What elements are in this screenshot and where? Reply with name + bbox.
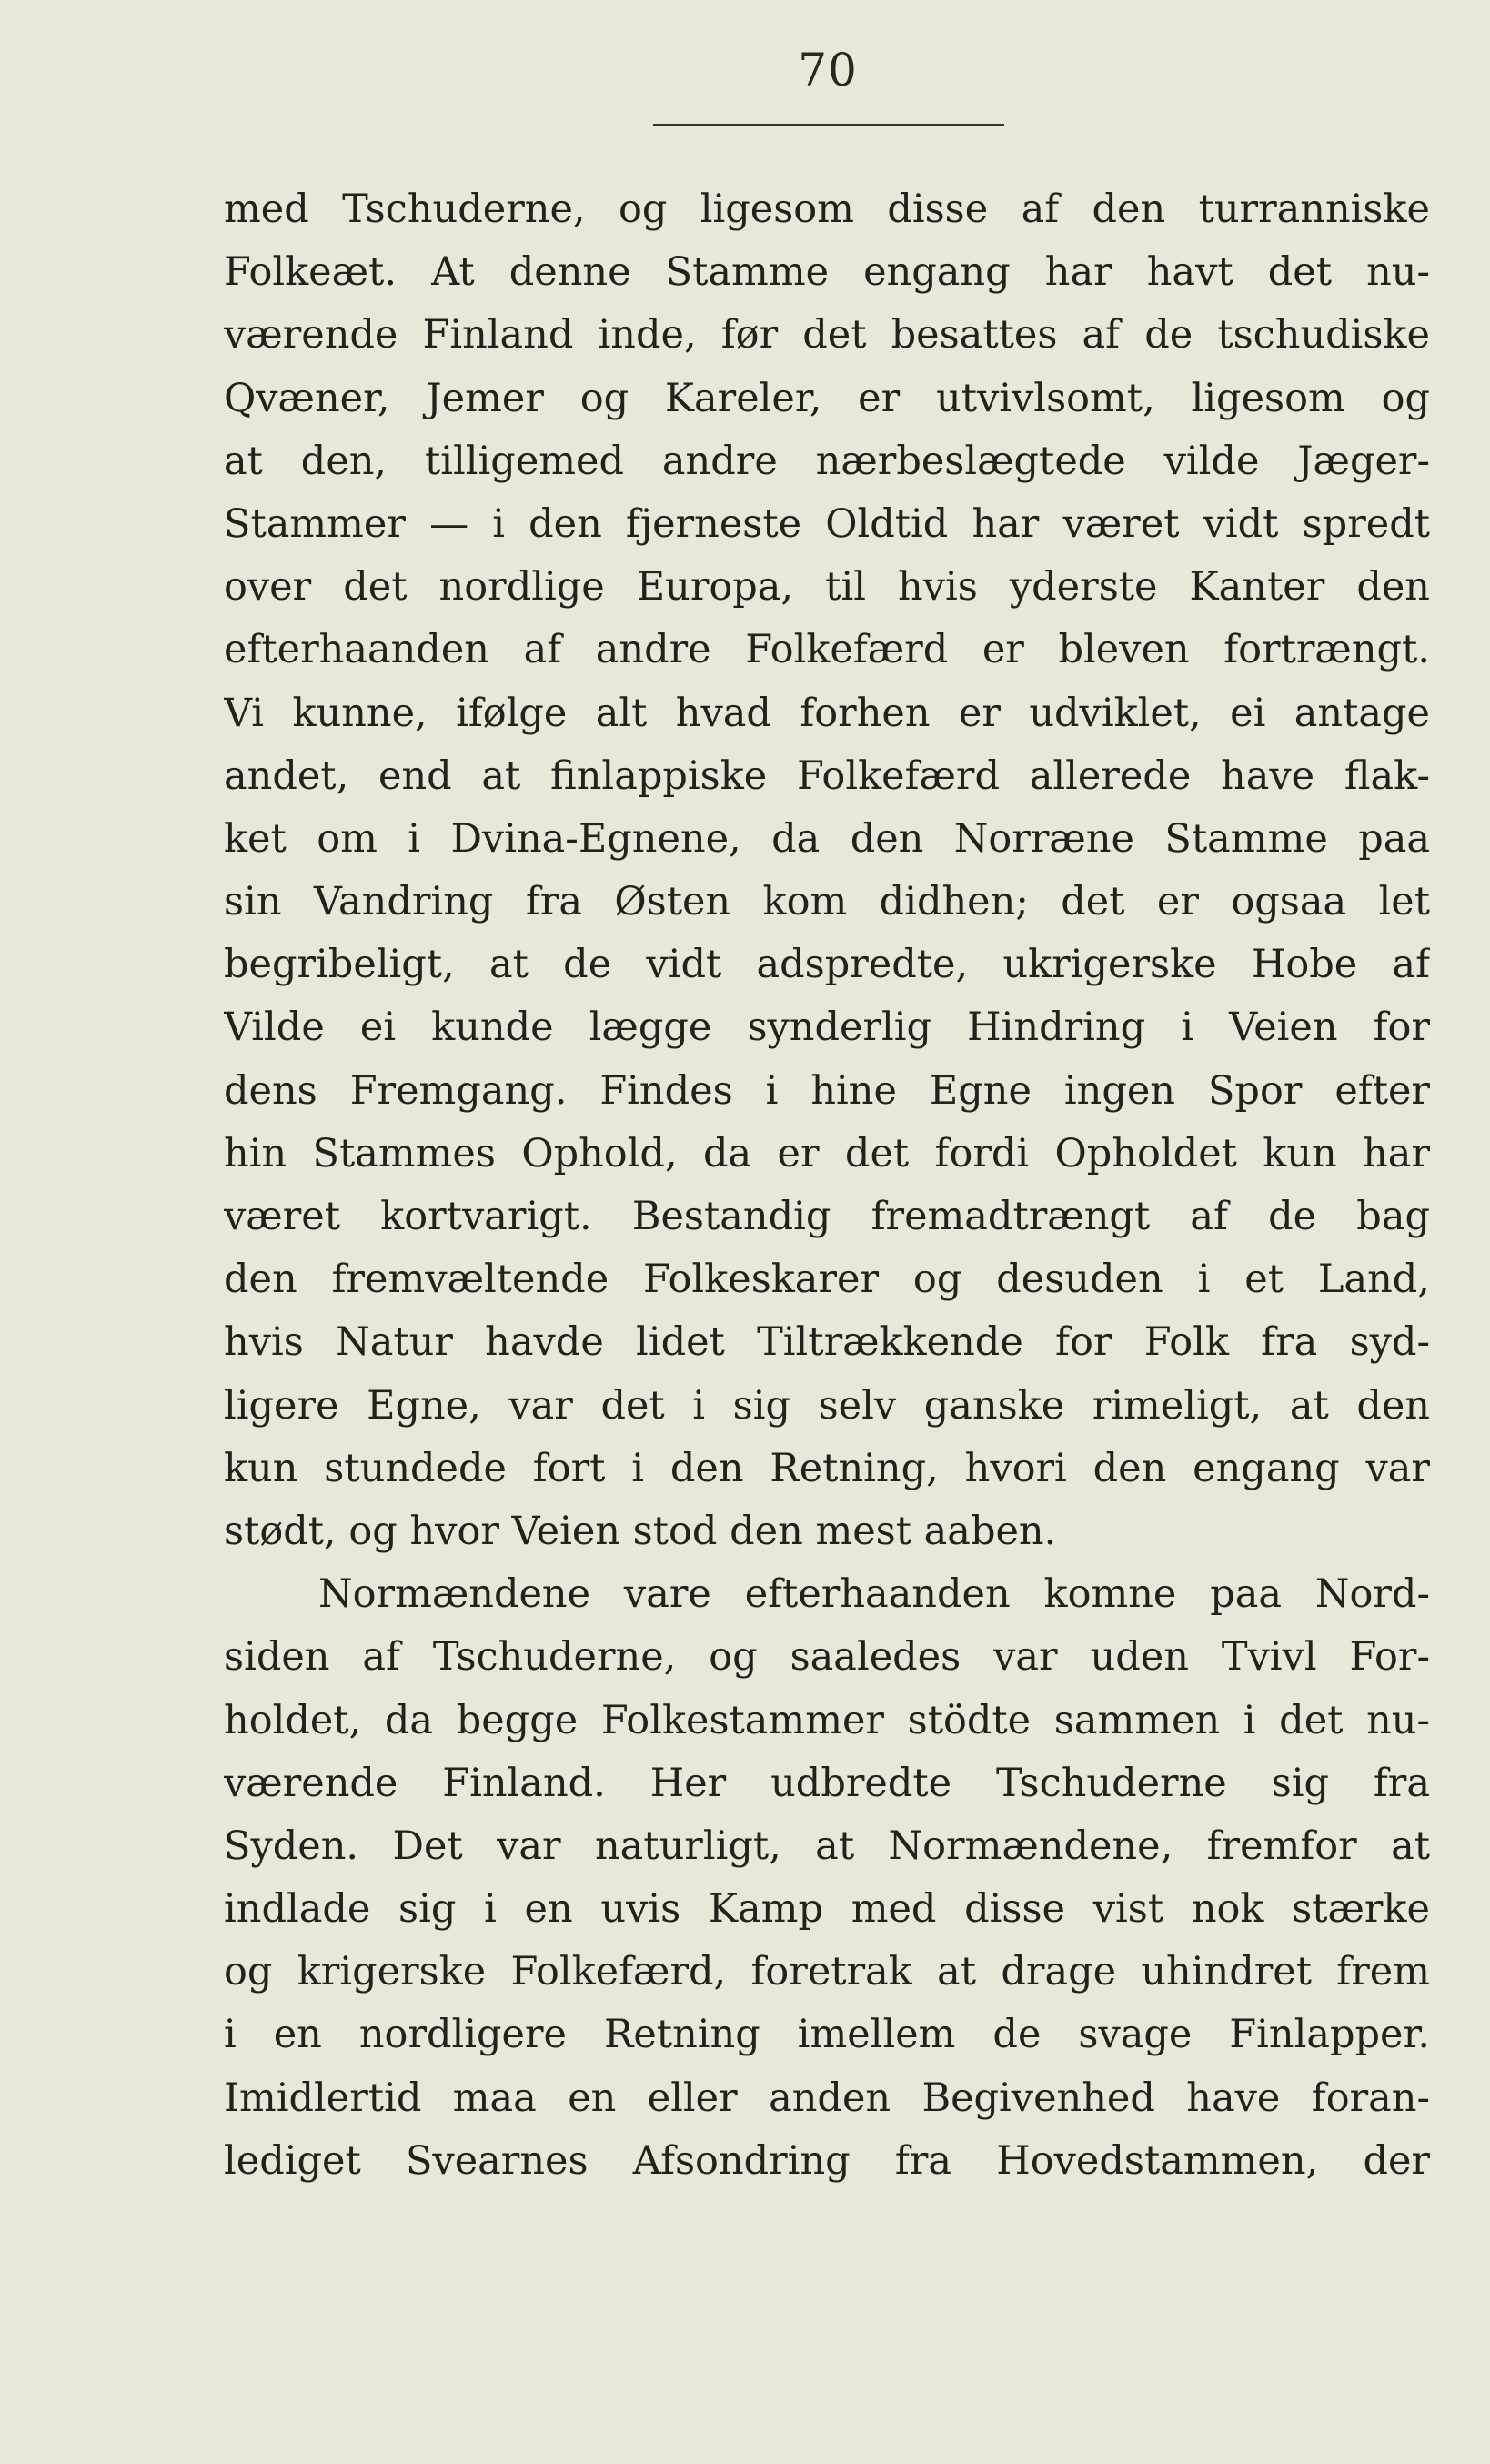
text-line: med Tschuderne, og ligesom disse af den turranniske: [224, 187, 1430, 232]
text-line: Stammer — i den fjerneste Oldtid har været vidt spredt: [224, 500, 1430, 547]
text-line: Imidlertid maa en eller anden Begivenhed have foran-: [224, 2075, 1430, 2121]
text-line: begribeligt, at de vidt adspredte, ukrigerske Hobe af: [224, 942, 1430, 988]
text-line: indlade sig i en uvis Kamp med disse vist nok stærke: [224, 1886, 1430, 1933]
text-line: stødt, og hvor Veien stod den mest aaben.: [224, 1508, 1057, 1554]
text-line: holdet, da begge Folkestammer stödte sammen i det nu-: [224, 1697, 1430, 1743]
text-line: hvis Natur havde lidet Tiltrækkende for Folk fra syd-: [224, 1319, 1430, 1366]
text-line: værende Finland. Her udbredte Tschuderne sig fra: [224, 1760, 1430, 1806]
text-line: den fremvæltende Folkeskarer og desuden i et Land,: [224, 1257, 1430, 1303]
text-line: ket om i Dvina-Egnene, da den Norræne Stamme paa: [224, 815, 1430, 862]
text-line: siden af Tschuderne, og saaledes var uden Tvivl For-: [224, 1634, 1430, 1681]
text-line: lediget Svearnes Afsondring fra Hovedstammen, der: [224, 2137, 1430, 2184]
text-line: Normændene vare efterhaanden komne paa Nord-: [318, 1571, 1430, 1618]
text-line: over det nordlige Europa, til hvis yderste Kanter den: [224, 564, 1430, 611]
text-line: ligere Egne, var det i sig selv ganske rimeligt, at den: [224, 1382, 1430, 1429]
text-line: dens Fremgang. Findes i hine Egne ingen Spor efter: [224, 1067, 1430, 1114]
text-line: kun stundede fort i den Retning, hvori den engang var: [224, 1445, 1430, 1491]
page-number: 70: [798, 44, 858, 96]
text-line: Folkeæt. At denne Stamme engang har havt det nu-: [224, 249, 1430, 296]
text-line: værende Finland inde, før det besattes af de tschudiske: [224, 312, 1430, 358]
text-line: Syden. Det var naturligt, at Normændene, fremfor at: [224, 1823, 1430, 1869]
text-line: Vilde ei kunde lægge synderlig Hindring i Veien for: [224, 1005, 1430, 1051]
text-line: Qvæner, Jemer og Kareler, er utvivlsomt, ligesom og: [224, 375, 1430, 421]
header-rule: [653, 124, 1004, 126]
text-line: i en nordligere Retning imellem de svage Finlapper.: [224, 2012, 1430, 2058]
text-line: efterhaanden af andre Folkefærd er bleven fortrængt.: [224, 627, 1430, 673]
text-line: og krigerske Folkefærd, foretrak at drage uhindret frem: [224, 1949, 1430, 1995]
text-line: andet, end at finlappiske Folkefærd allerede have flak-: [224, 752, 1430, 799]
text-line: at den, tilligemed andre nærbeslægtede vilde Jæger-: [224, 438, 1430, 484]
text-line: Vi kunne, ifølge alt hvad forhen er udviklet, ei antage: [224, 690, 1430, 736]
text-line: hin Stammes Ophold, da er det fordi Opholdet kun har: [224, 1130, 1430, 1176]
text-line: været kortvarigt. Bestandig fremadtrængt af de bag: [224, 1194, 1430, 1239]
text-line: sin Vandring fra Østen kom didhen; det er ogsaa let: [224, 879, 1430, 925]
body-text: [224, 178, 1430, 2193]
